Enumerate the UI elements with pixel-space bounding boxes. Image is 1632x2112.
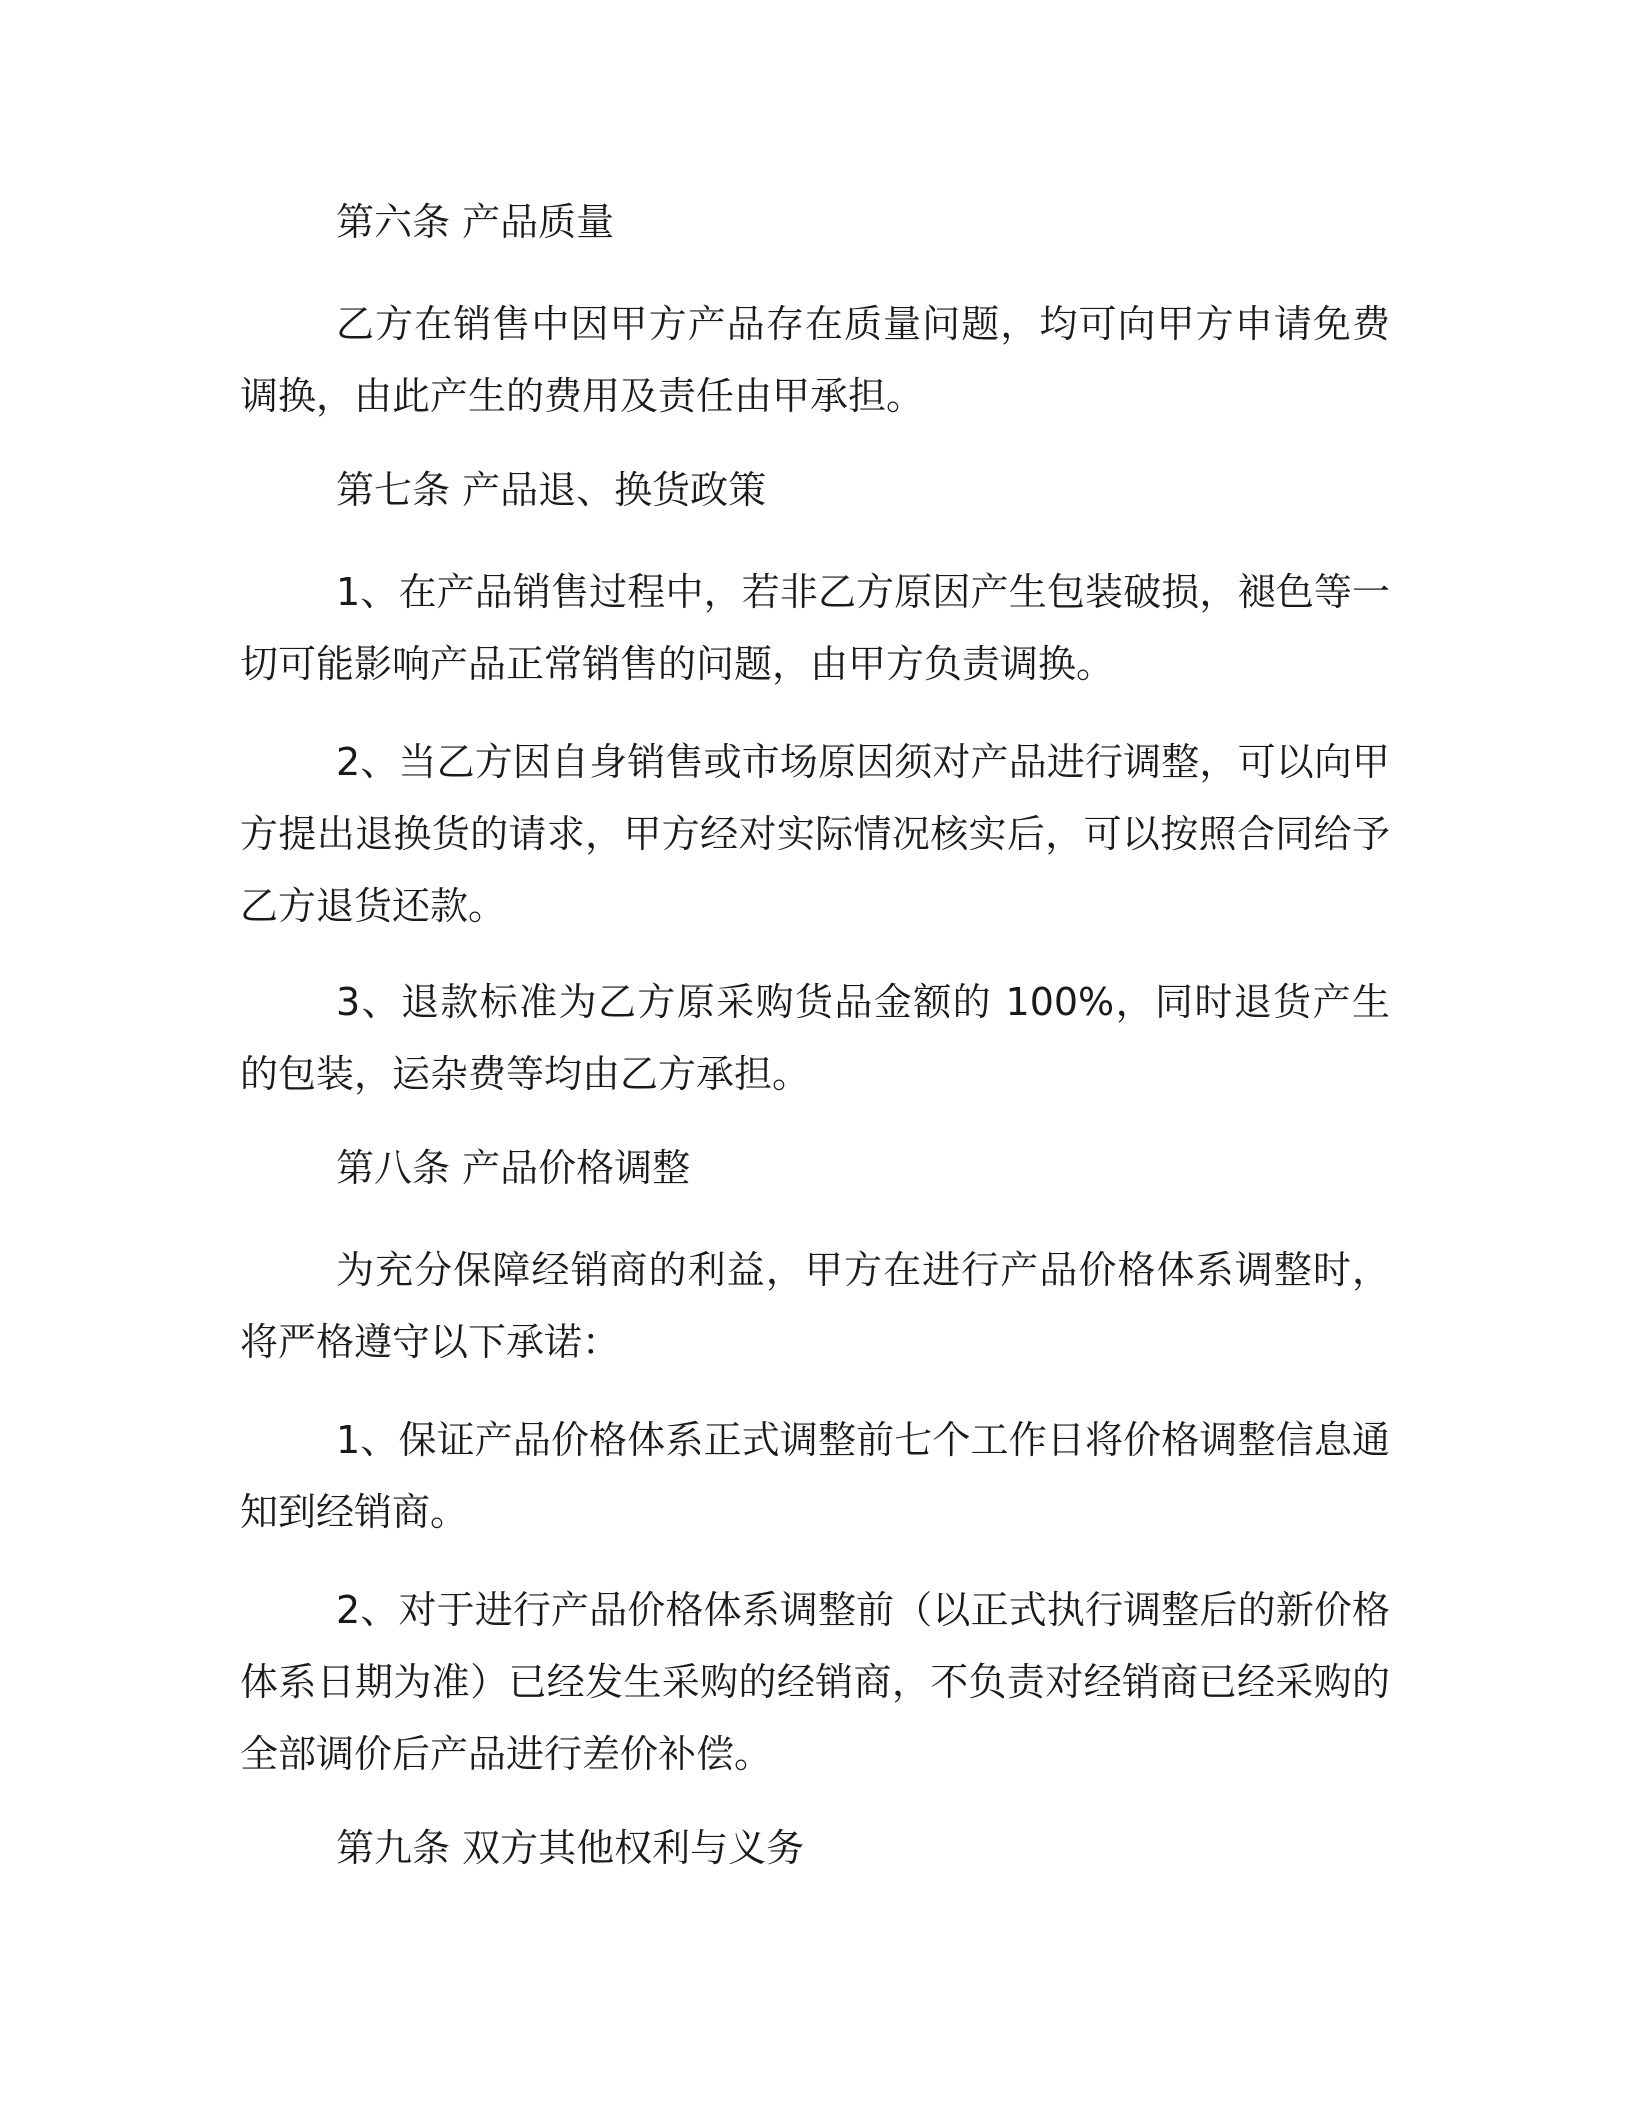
article-6-heading: 第六条 产品质量: [336, 200, 615, 244]
article-6-body: 乙方在销售中因甲方产品存在质量问题，均可向甲方申请免费调换，由此产生的费用及责任由甲承担。: [240, 302, 1390, 418]
article-8-intro: 为充分保障经销商的利益，甲方在进行产品价格体系调整时，将严格遵守以下承诺：: [240, 1248, 1390, 1364]
article-7-heading: 第七条 产品退、换货政策: [336, 468, 767, 512]
article-7-clause-3: 3、退款标准为乙方原采购货品金额的 100%，同时退货产生的包装，运杂费等均由乙方承担。: [240, 980, 1390, 1096]
article-7-clause-1: 1、在产品销售过程中，若非乙方原因产生包装破损，褪色等一切可能影响产品正常销售的问题，由甲方负责调换。: [240, 570, 1390, 686]
article-8-heading: 第八条 产品价格调整: [336, 1146, 691, 1190]
article-8-clause-1: 1、保证产品价格体系正式调整前七个工作日将价格调整信息通知到经销商。: [240, 1418, 1390, 1534]
article-7-clause-2: 2、当乙方因自身销售或市场原因须对产品进行调整，可以向甲方提出退换货的请求，甲方经对实际情况核实后，可以按照合同给予乙方退货还款。: [240, 740, 1390, 928]
article-9-heading: 第九条 双方其他权利与义务: [336, 1826, 805, 1870]
article-8-clause-2: 2、对于进行产品价格体系调整前（以正式执行调整后的新价格体系日期为准）已经发生采购的经销商，不负责对经销商已经采购的全部调价后产品进行差价补偿。: [240, 1588, 1390, 1776]
